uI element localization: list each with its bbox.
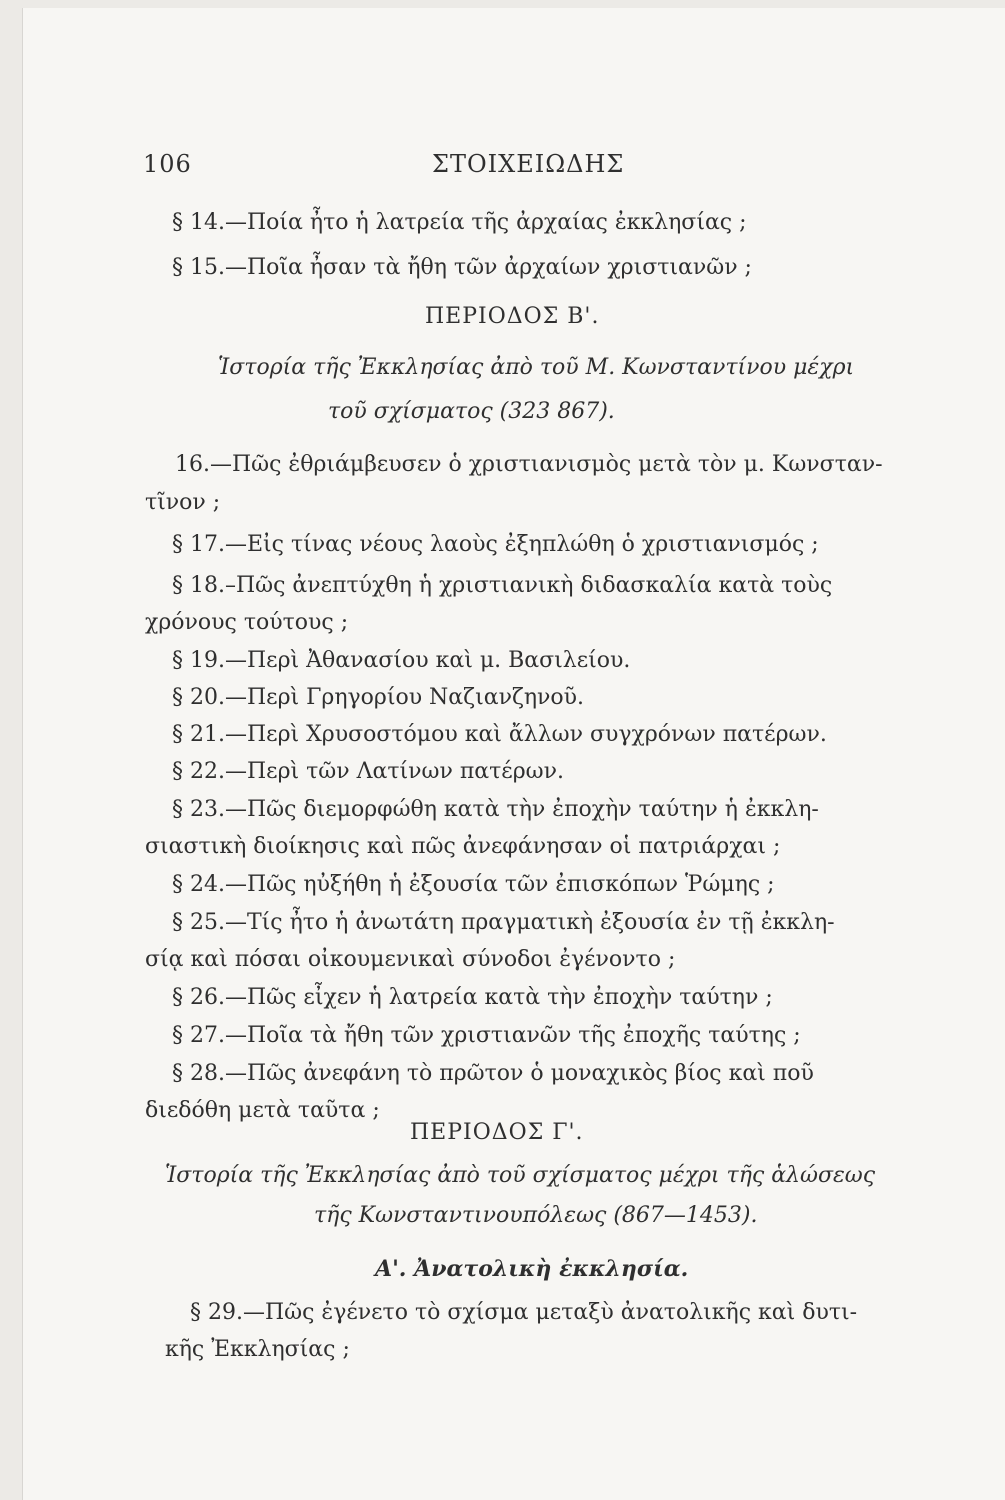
question-19: § 19.—Περὶ Ἀθανασίου καὶ μ. Βασιλείου.: [172, 648, 631, 673]
question-29-line-1: § 29.—Πῶς ἐγένετο τὸ σχίσμα μεταξὺ ἀνατολικῆς καὶ δυτι-: [190, 1300, 858, 1325]
question-20: § 20.—Περὶ Γρηγορίου Ναζιανζηνοῦ.: [172, 685, 585, 710]
period-c-subtitle-line-2: τῆς Κωνσταντινουπόλεως (867—1453).: [314, 1203, 758, 1228]
page-number: 106: [143, 150, 192, 178]
question-23-line-2: σιαστικὴ διοίκησις καὶ πῶς ἀνεφάνησαν οἱ πατριάρχαι ;: [145, 834, 781, 859]
question-15: § 15.—Ποῖα ἦσαν τὰ ἤθη τῶν ἀρχαίων χριστιανῶν ;: [172, 255, 752, 280]
period-c-subtitle-line-1: Ἱστορία τῆς Ἐκκλησίας ἀπὸ τοῦ σχίσματος μέχρι τῆς ἁλώσεως: [165, 1163, 876, 1188]
question-22: § 22.—Περὶ τῶν Λατίνων πατέρων.: [172, 759, 564, 784]
running-title: ΣΤΟΙΧΕΙΩΔΗΣ: [432, 150, 625, 178]
question-16-line-1: 16.—Πῶς ἐθριάμβευσεν ὁ χριστιανισμὸς μετὰ τὸν μ. Κωνσταν-: [175, 452, 883, 477]
period-b-heading: ΠΕΡΙΟΔΟΣ Β'.: [425, 304, 600, 329]
question-18-line-1: § 18.–Πῶς ἀνεπτύχθη ἡ χριστιανικὴ διδασκαλία κατὰ τοὺς: [172, 573, 833, 598]
question-28-line-2: διεδόθη μετὰ ταῦτα ;: [145, 1098, 380, 1123]
question-21: § 21.—Περὶ Χρυσοστόμου καὶ ἄλλων συγχρόνων πατέρων.: [172, 722, 827, 747]
question-25-line-1: § 25.—Τίς ἦτο ἡ ἀνωτάτη πραγματικὴ ἐξουσία ἐν τῇ ἐκκλη-: [172, 910, 835, 935]
question-24: § 24.—Πῶς ηὐξήθη ἡ ἐξουσία τῶν ἐπισκόπων Ῥώμης ;: [172, 872, 775, 897]
period-b-subtitle-line-2: τοῦ σχίσματος (323 867).: [328, 399, 615, 424]
question-26: § 26.—Πῶς εἶχεν ἡ λατρεία κατὰ τὴν ἐποχὴν ταύτην ;: [172, 985, 773, 1010]
question-17: § 17.—Εἰς τίνας νέους λαοὺς ἐξηπλώθη ὁ χριστιανισμός ;: [172, 532, 819, 557]
question-28-line-1: § 28.—Πῶς ἀνεφάνη τὸ πρῶτον ὁ μοναχικὸς βίος καὶ ποῦ: [172, 1061, 814, 1086]
question-27: § 27.—Ποῖα τὰ ἤθη τῶν χριστιανῶν τῆς ἐποχῆς ταύτης ;: [172, 1023, 801, 1048]
period-c-heading: ΠΕΡΙΟΔΟΣ Γ'.: [410, 1120, 584, 1145]
question-18-line-2: χρόνους τούτους ;: [145, 610, 349, 635]
period-b-subtitle-line-1: Ἱστορία τῆς Ἐκκλησίας ἀπὸ τοῦ Μ. Κωνσταντίνου μέχρι: [218, 355, 855, 380]
question-23-line-1: § 23.—Πῶς διεμορφώθη κατὰ τὴν ἐποχὴν ταύτην ἡ ἐκκλη-: [172, 797, 819, 822]
question-29-line-2: κῆς Ἐκκλησίας ;: [165, 1337, 350, 1362]
section-a-heading: Α'. Ἀνατολικὴ ἐκκλησία.: [375, 1256, 689, 1282]
question-16-line-2: τῖνον ;: [145, 490, 221, 515]
question-14: § 14.—Ποία ἦτο ἡ λατρεία τῆς ἀρχαίας ἐκκλησίας ;: [172, 210, 747, 235]
question-25-line-2: σίᾳ καὶ πόσαι οἰκουμενικαὶ σύνοδοι ἐγένοντο ;: [145, 947, 676, 972]
